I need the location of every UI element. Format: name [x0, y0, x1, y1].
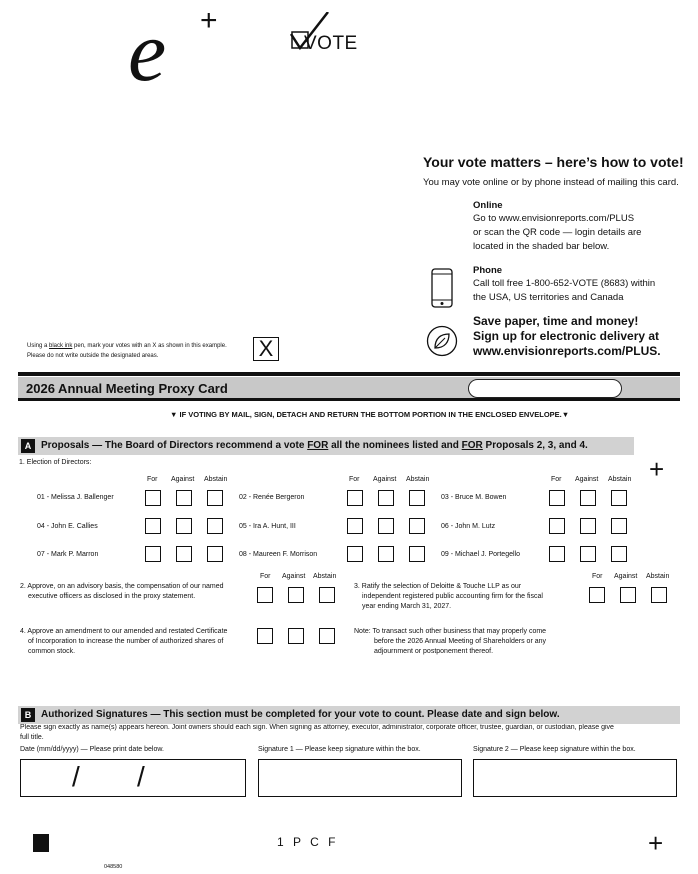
nominee-03-abstain-checkbox[interactable] — [611, 490, 627, 506]
nominee-01: 01 - Melissa J. Ballenger — [37, 494, 114, 501]
nominee-02-against-checkbox[interactable] — [378, 490, 394, 506]
nominee-09-for-checkbox[interactable] — [549, 546, 565, 562]
col-against-3: Against — [575, 476, 599, 483]
nominee-08: 08 - Maureen F. Morrison — [239, 551, 318, 558]
nominee-03-for-checkbox[interactable] — [549, 490, 565, 506]
col-against-2: Against — [373, 476, 397, 483]
proposal-3-against-checkbox[interactable] — [620, 587, 636, 603]
p2-col-abstain: Abstain — [313, 573, 337, 580]
col-abstain-2: Abstain — [406, 476, 430, 483]
election-of-directors-label: 1. Election of Directors: — [19, 459, 92, 466]
header-rule — [18, 372, 680, 376]
col-abstain-1: Abstain — [204, 476, 228, 483]
nominee-09-against-checkbox[interactable] — [580, 546, 596, 562]
proposal-4-for-checkbox[interactable] — [257, 628, 273, 644]
p2-col-for: For — [260, 573, 271, 580]
shaded-login-pill — [468, 379, 622, 398]
proposal-4-against-checkbox[interactable] — [288, 628, 304, 644]
date-label: Date (mm/dd/yyyy) — Please print date below. — [20, 746, 164, 753]
signature-instructions-line2: full title. — [20, 734, 44, 741]
nominee-05-abstain-checkbox[interactable] — [409, 518, 425, 534]
nominee-06-abstain-checkbox[interactable] — [611, 518, 627, 534]
p3-col-abstain: Abstain — [646, 573, 670, 580]
nominee-06-for-checkbox[interactable] — [549, 518, 565, 534]
nominee-02-abstain-checkbox[interactable] — [409, 490, 425, 506]
nominee-01-against-checkbox[interactable] — [176, 490, 192, 506]
nominee-07: 07 - Mark P. Marron — [37, 551, 99, 558]
proposal-2-for-checkbox[interactable] — [257, 587, 273, 603]
nominee-09-abstain-checkbox[interactable] — [611, 546, 627, 562]
online-heading: Online — [473, 200, 503, 211]
p3-col-for: For — [592, 573, 603, 580]
proxy-card-title: 2026 Annual Meeting Proxy Card — [26, 381, 228, 396]
online-instructions: Go to www.envisionreports.com/PLUS or scan the QR code — login details are located in the shaded bar below. — [473, 213, 642, 252]
nominee-01-for-checkbox[interactable] — [145, 490, 161, 506]
e-plus-logo-plus: + — [200, 4, 218, 37]
nominee-08-against-checkbox[interactable] — [378, 546, 394, 562]
signature-2-input[interactable] — [473, 759, 677, 797]
other-business-note: Note: To transact such other business that may properly come before the 2026 Annual Meeting of Shareholders or any adjournment or postponement thereof. — [354, 628, 547, 655]
proposal-4-abstain-checkbox[interactable] — [319, 628, 335, 644]
phone-icon — [431, 268, 453, 308]
nominee-07-for-checkbox[interactable] — [145, 546, 161, 562]
example-x-mark-box: X — [253, 337, 279, 361]
signature-2-label: Signature 2 — Please keep signature within the box. — [473, 746, 636, 753]
vote-logo-text: VOTE — [304, 33, 358, 54]
col-for-2: For — [349, 476, 360, 483]
proposal-2-text: 2. Approve, on an advisory basis, the compensation of our named executive officers as disclosed in the proxy statement. — [20, 583, 224, 600]
proposal-3-abstain-checkbox[interactable] — [651, 587, 667, 603]
proposal-4-text: 4. Approve an amendment to our amended and restated Certificate of Incorporation to increase the number of authorized shares of common stock. — [20, 628, 228, 655]
col-for-3: For — [551, 476, 562, 483]
nominee-05-for-checkbox[interactable] — [347, 518, 363, 534]
nominee-06-against-checkbox[interactable] — [580, 518, 596, 534]
registration-crosshair-bottom: + — [648, 828, 664, 858]
proposal-3-text: 3. Ratify the selection of Deloitte & Touche LLP as our independent registered public accounting firm for the fiscal year ending March 31, 2027. — [354, 583, 543, 610]
proposal-2-abstain-checkbox[interactable] — [319, 587, 335, 603]
vote-matters-title: Your vote matters – here’s how to vote! — [423, 154, 684, 170]
vote-matters-subtitle: You may vote online or by phone instead of mailing this card. — [423, 177, 679, 188]
tiny-form-code: 048580 — [104, 864, 123, 870]
col-for-1: For — [147, 476, 158, 483]
nominee-05: 05 - Ira A. Hunt, III — [239, 523, 296, 530]
form-code: 1 P C F — [277, 835, 339, 849]
nominee-08-abstain-checkbox[interactable] — [409, 546, 425, 562]
signature-1-input[interactable] — [258, 759, 462, 797]
nominee-08-for-checkbox[interactable] — [347, 546, 363, 562]
date-separator-2: / — [137, 761, 145, 792]
registration-crosshair-top: + — [649, 454, 665, 484]
p3-col-against: Against — [614, 573, 638, 580]
nominee-06: 06 - John M. Lutz — [441, 523, 496, 530]
nominee-04: 04 - John E. Callies — [37, 523, 98, 530]
e-plus-logo: e — [128, 3, 167, 99]
electronic-delivery-signup: Save paper, time and money! Sign up for electronic delivery at www.envisionreports.com/PLUS. — [473, 314, 661, 358]
section-a-title: Proposals — The Board of Directors recommend a vote FOR all the nominees listed and FOR Proposals 2, 3, and 4. — [41, 440, 588, 451]
leaf-icon — [426, 325, 458, 357]
nominee-04-for-checkbox[interactable] — [145, 518, 161, 534]
nominee-05-against-checkbox[interactable] — [378, 518, 394, 534]
nominee-07-against-checkbox[interactable] — [176, 546, 192, 562]
section-a-letter: A — [21, 439, 35, 453]
nominee-04-abstain-checkbox[interactable] — [207, 518, 223, 534]
col-abstain-3: Abstain — [608, 476, 632, 483]
proposal-3-for-checkbox[interactable] — [589, 587, 605, 603]
nominee-07-abstain-checkbox[interactable] — [207, 546, 223, 562]
nominee-02-for-checkbox[interactable] — [347, 490, 363, 506]
nominee-03: 03 - Bruce M. Bowen — [441, 494, 507, 501]
date-input[interactable] — [20, 759, 246, 797]
phone-instructions: Call toll free 1-800-652-VOTE (8683) within the USA, US territories and Canada — [473, 278, 656, 303]
date-separator-1: / — [72, 761, 80, 792]
nominee-03-against-checkbox[interactable] — [580, 490, 596, 506]
phone-heading: Phone — [473, 265, 503, 276]
signature-1-label: Signature 1 — Please keep signature within the box. — [258, 746, 421, 753]
nominee-04-against-checkbox[interactable] — [176, 518, 192, 534]
marking-instructions: Using a black ink pen, mark your votes with an X as shown in this example. Please do not write outside the designated areas. — [27, 343, 227, 359]
signature-instructions-line1: Please sign exactly as name(s) appears hereon. Joint owners should each sign. When signing as attorney, executor, administrator, corporate officer, trustee, guardian, or custodian, please give — [20, 724, 614, 731]
nominee-02: 02 - Renée Bergeron — [239, 494, 305, 501]
registration-square — [33, 834, 49, 852]
proposal-2-against-checkbox[interactable] — [288, 587, 304, 603]
col-against-1: Against — [171, 476, 195, 483]
p2-col-against: Against — [282, 573, 306, 580]
section-b-letter: B — [21, 708, 35, 722]
nominee-01-abstain-checkbox[interactable] — [207, 490, 223, 506]
section-b-title: Authorized Signatures — This section must be completed for your vote to count. Please date and sign below. — [41, 709, 560, 720]
mail-instruction: ▼ IF VOTING BY MAIL, SIGN, DETACH AND RETURN THE BOTTOM PORTION IN THE ENCLOSED ENVELOPE.▼ — [170, 410, 570, 419]
nominee-09: 09 - Michael J. Portegello — [441, 551, 520, 558]
